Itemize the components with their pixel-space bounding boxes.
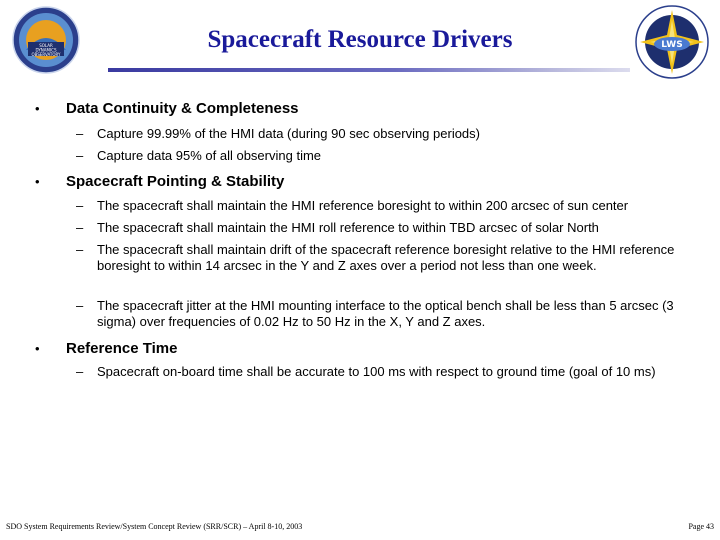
dash-icon: – — [76, 148, 84, 163]
bullet-icon: • — [35, 101, 40, 116]
svg-text:SOLAR: SOLAR — [39, 43, 53, 48]
section-item: The spacecraft shall maintain drift of the spacecraft reference boresight relative to the HMI reference boresight to within 14 arcsec in the Y and Z axes over a period not less than one week. — [97, 242, 675, 273]
lws-logo-icon — [632, 2, 712, 82]
dash-icon: – — [76, 220, 84, 235]
footer-text: SDO System Requirements Review/System Concept Review (SRR/SCR) – April 8-10, 2003 — [6, 522, 303, 531]
section-item: Capture 99.99% of the HMI data (during 90 sec observing periods) — [97, 126, 480, 141]
dash-icon: – — [76, 242, 84, 257]
section-item: The spacecraft shall maintain the HMI reference boresight to within 200 arcsec of sun center — [97, 198, 629, 213]
page-title: Spacecraft Resource Drivers — [207, 26, 513, 53]
bullet-icon: • — [35, 341, 40, 356]
section-item: Spacecraft on-board time shall be accurate to 100 ms with respect to ground time (goal of 10 ms) — [97, 364, 656, 379]
section-item: The spacecraft shall maintain the HMI roll reference to within TBD arcsec of solar North — [97, 220, 599, 235]
section-heading: Reference Time — [66, 340, 178, 357]
sdo-logo-icon — [12, 6, 80, 74]
dash-icon: – — [76, 198, 84, 213]
section-item: The spacecraft jitter at the HMI mounting interface to the optical bench shall be less than 5 arcsec (3 sigma) over frequencies of 0.02 Hz to 50 Hz in the X, Y and Z axes. — [97, 298, 674, 329]
bullet-icon: • — [35, 174, 40, 189]
dash-icon: – — [76, 364, 84, 379]
section-heading: Data Continuity & Completeness — [66, 100, 299, 117]
dash-icon: – — [76, 298, 84, 313]
dash-icon: – — [76, 126, 84, 141]
svg-text:DYNAMICS: DYNAMICS — [35, 47, 57, 53]
title-divider — [108, 68, 630, 72]
section-item: Capture data 95% of all observing time — [97, 148, 322, 163]
page-number: Page 43 — [688, 522, 714, 531]
section-heading: Spacecraft Pointing & Stability — [66, 173, 285, 190]
svg-text:OBSERVATORY: OBSERVATORY — [31, 52, 61, 57]
svg-text:LWS: LWS — [661, 40, 683, 50]
